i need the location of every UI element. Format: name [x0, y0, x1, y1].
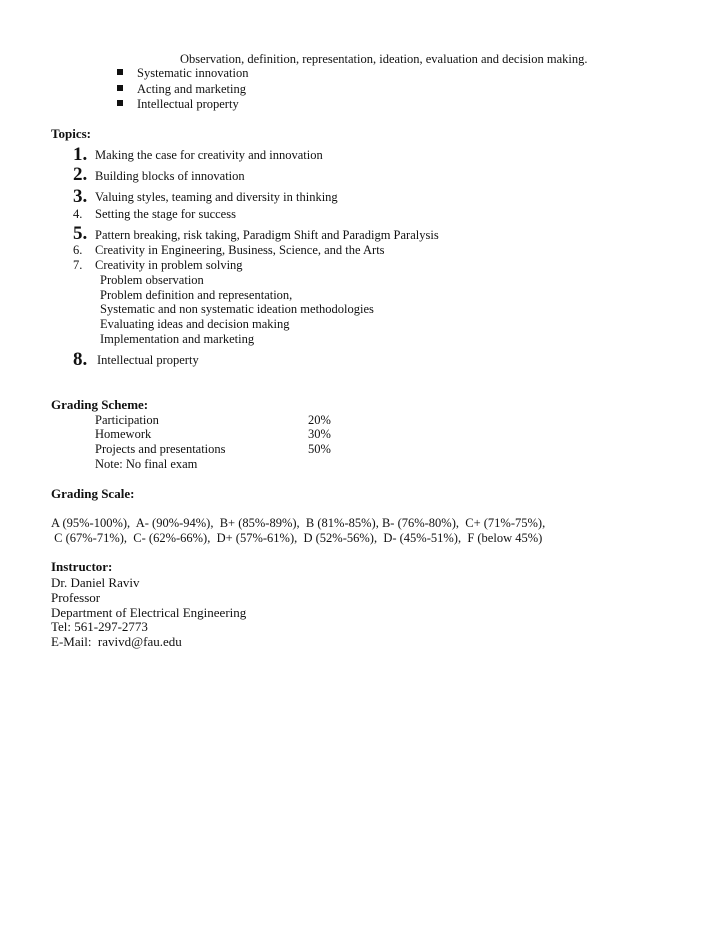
intro-line: Observation, definition, representation, ideation, evaluation and decision making. — [180, 52, 588, 66]
grading-scheme-value: 30% — [308, 427, 331, 441]
grading-scheme-label: Participation — [95, 413, 159, 427]
topic-subitem: Systematic and non systematic ideation methodologies — [100, 302, 374, 316]
intro-bullet-item: Acting and marketing — [137, 82, 246, 96]
topic-number: 2. — [73, 164, 88, 185]
topic-item: Setting the stage for success — [95, 207, 236, 221]
bullet-icon — [117, 100, 123, 106]
topic-number: 4. — [73, 207, 83, 221]
topic-subitem: Problem definition and representation, — [100, 288, 293, 302]
topic-number: 7. — [73, 258, 83, 272]
grading-scheme-value: 20% — [308, 413, 331, 427]
topic-subitem: Evaluating ideas and decision making — [100, 317, 290, 331]
topic-item: Making the case for creativity and innovation — [95, 148, 323, 162]
instructor-name: Dr. Daniel Raviv — [51, 575, 140, 590]
topic-item: Creativity in Engineering, Business, Science, and the Arts — [95, 243, 385, 257]
grading-scheme-label: Projects and presentations — [95, 442, 226, 456]
topic-item: Intellectual property — [97, 353, 199, 367]
topic-item: Building blocks of innovation — [95, 169, 245, 183]
topics-heading: Topics: — [51, 126, 91, 141]
topic-item: Valuing styles, teaming and diversity in thinking — [95, 190, 338, 204]
bullet-icon — [117, 85, 123, 91]
instructor-heading: Instructor: — [51, 559, 113, 574]
instructor-email: E-Mail: ravivd@fau.edu — [51, 634, 182, 649]
grading-scale-line: C (67%-71%), C- (62%-66%), D+ (57%-61%), D (52%-56%), D- (45%-51%), F (below 45%) — [51, 531, 543, 545]
topic-number: 1. — [73, 144, 88, 165]
instructor-title: Professor — [51, 590, 101, 605]
instructor-phone: Tel: 561-297-2773 — [51, 619, 148, 634]
grading-scale-heading: Grading Scale: — [51, 486, 135, 501]
grading-scheme-label: Homework — [95, 427, 152, 441]
bullet-icon — [117, 69, 123, 75]
topic-subitem: Problem observation — [100, 273, 204, 287]
topic-number: 3. — [73, 186, 88, 207]
topic-item: Pattern breaking, risk taking, Paradigm Shift and Paradigm Paralysis — [95, 228, 439, 242]
grading-scheme-heading: Grading Scheme: — [51, 397, 149, 412]
grading-scale-line: A (95%-100%), A- (90%-94%), B+ (85%-89%), B (81%-85%), B- (76%-80%), C+ (71%-75%), — [51, 516, 546, 530]
instructor-department: Department of Electrical Engineering — [51, 605, 247, 620]
topic-subitem: Implementation and marketing — [100, 332, 255, 346]
intro-bullet-item: Intellectual property — [137, 97, 239, 111]
topic-number: 8. — [73, 349, 88, 370]
grading-scheme-note: Note: No final exam — [95, 457, 198, 471]
topic-number: 5. — [73, 223, 88, 244]
grading-scheme-value: 50% — [308, 442, 331, 456]
intro-bullet-item: Systematic innovation — [137, 66, 249, 80]
topic-number: 6. — [73, 243, 83, 257]
topic-item: Creativity in problem solving — [95, 258, 243, 272]
